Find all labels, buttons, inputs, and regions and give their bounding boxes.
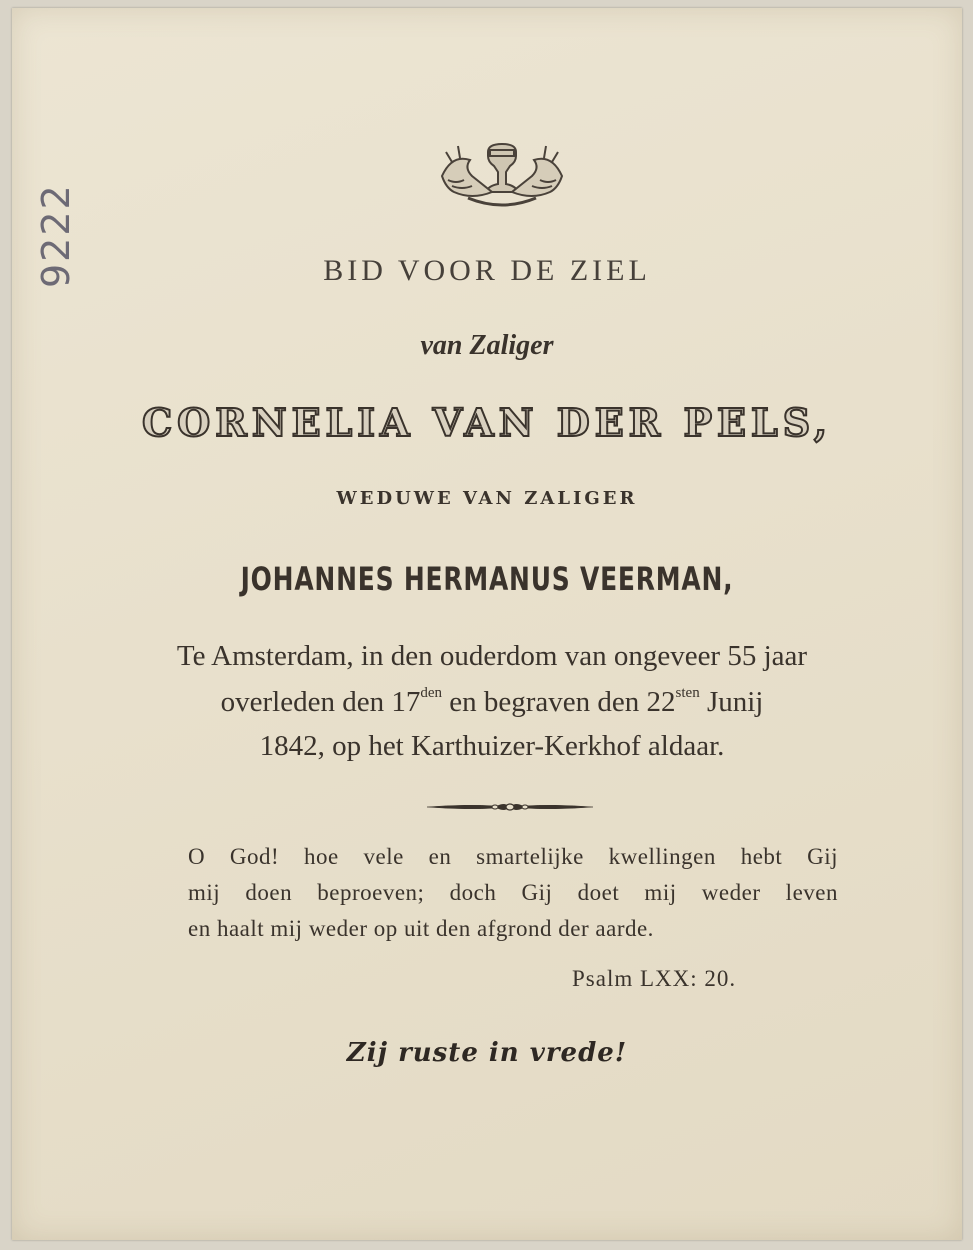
relation-line: WEDUWE VAN ZALIGER bbox=[336, 488, 638, 509]
death-notice-line-1: Te Amsterdam, in den ouderdom van ongeveer 55 jaar bbox=[176, 640, 808, 672]
verse-source: Psalm LXX: 20. bbox=[572, 966, 737, 991]
deceased-name: CORNELIA VAN DER PELS, bbox=[141, 400, 833, 445]
verse-line-3: en haalt mij weder op uit den afgrond der aarde. bbox=[188, 916, 654, 941]
memorial-card bbox=[12, 8, 962, 1240]
superscript-sten: sten bbox=[675, 685, 700, 701]
superscript-den: den bbox=[420, 685, 443, 701]
spouse-name: JOHANNES HERMANUS VEERMAN, bbox=[240, 560, 734, 598]
chalice-emblem-icon bbox=[432, 136, 572, 216]
closing-blessing: Zij ruste in vrede! bbox=[346, 1038, 628, 1068]
death-notice-line-3: 1842, op het Karthuizer-Kerkhof aldaar. bbox=[259, 730, 725, 762]
heading: BID VOOR DE ZIEL bbox=[323, 254, 651, 287]
death-notice-line-2: overleden den $17^{den}$ en begraven den $22^{sten}$ Junij bbox=[220, 685, 764, 718]
archive-number: 9222 bbox=[34, 183, 78, 288]
verse-line-2: mij doen beproeven; doch Gij doet mij weder leven bbox=[188, 880, 838, 905]
subheading: van Zaliger bbox=[420, 330, 554, 361]
ornamental-divider-icon bbox=[427, 800, 593, 814]
verse-line-1: O God! hoe vele en smartelijke kwellingen hebt Gij bbox=[188, 844, 838, 869]
